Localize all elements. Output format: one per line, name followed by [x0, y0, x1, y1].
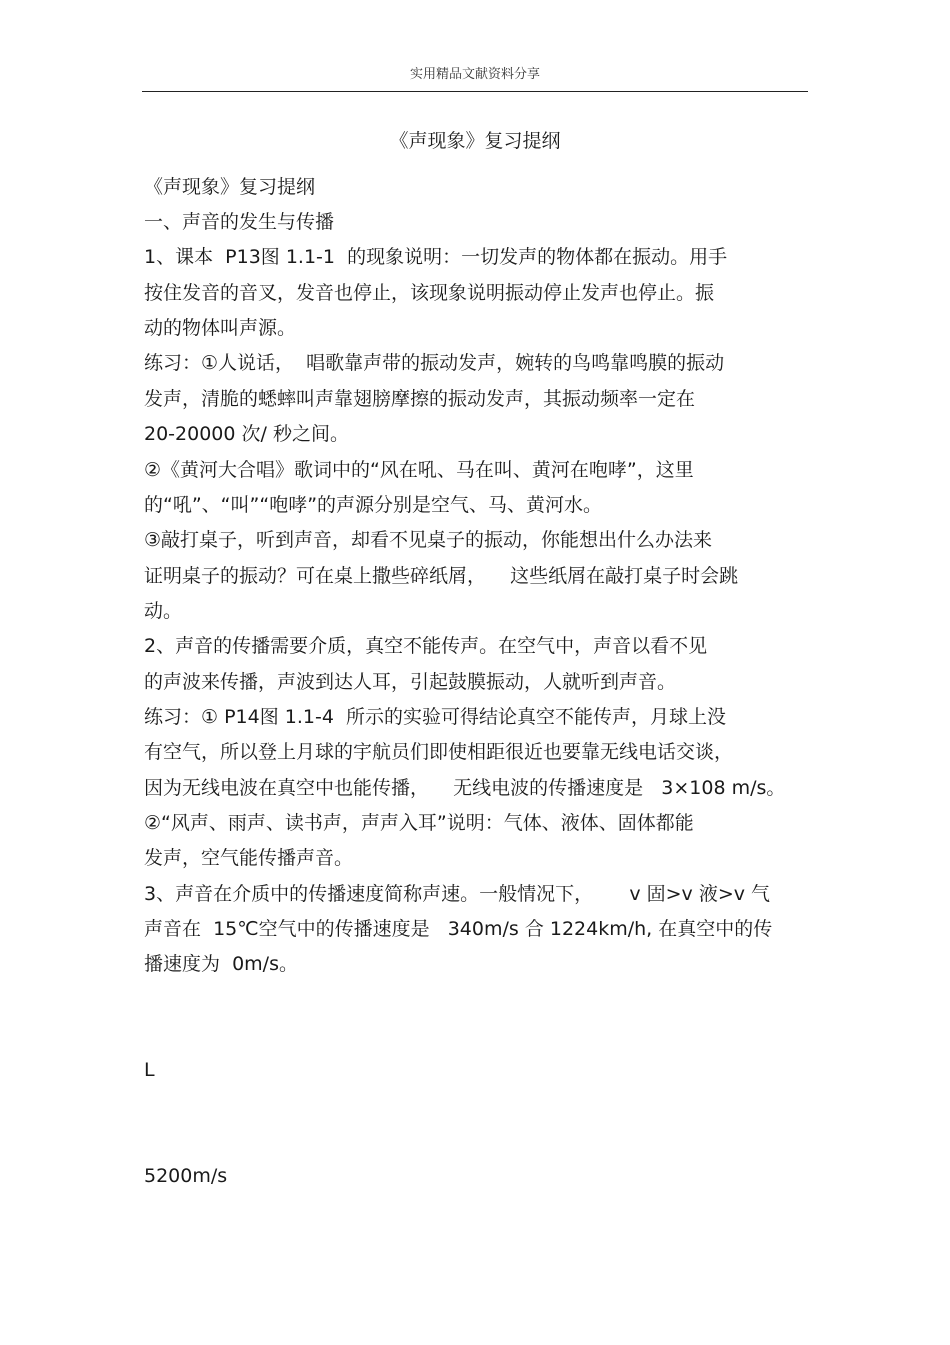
document-title: 《声现象》复习提纲	[389, 130, 561, 152]
body-line: 练习：①人说话， 唱歌靠声带的振动发声，婉转的鸟鸣靠鸣膜的振动	[144, 352, 725, 374]
body-line: 的“吼”、“叫”“咆哮”的声源分别是空气、马、黄河水。	[144, 494, 603, 516]
body-line: 2、声音的传播需要介质，真空不能传声。在空气中，声音以看不见	[144, 635, 708, 657]
body-line: 有空气，所以登上月球的宇航员们即使相距很近也要靠无线电话交谈，	[144, 741, 734, 763]
section-heading: 一、声音的发生与传播	[144, 211, 335, 233]
body-line: 动的物体叫声源。	[144, 317, 297, 339]
body-line: 练习：① P14图 1.1-4 所示的实验可得结论真空不能传声，月球上没	[144, 706, 726, 728]
body-line: 20-20000 次/ 秒之间。	[144, 423, 349, 445]
stray-text: 5200m/s	[144, 1165, 228, 1187]
body-line: 发声，空气能传播声音。	[144, 847, 354, 869]
body-line: 的声波来传播，声波到达人耳，引起鼓膜振动，人就听到声音。	[144, 671, 677, 693]
body-line: ②《黄河大合唱》歌词中的“风在吼、马在叫、黄河在咆哮”，这里	[144, 459, 694, 481]
body-line: 按住发音的音叉，发音也停止，该现象说明振动停止发声也停止。振	[144, 282, 715, 304]
body-line: 因为无线电波在真空中也能传播， 无线电波的传播速度是 3×108 m/s。	[144, 777, 786, 799]
stray-text: L	[144, 1059, 155, 1081]
body-line: ②“风声、雨声、读书声，声声入耳”说明：气体、液体、固体都能	[144, 812, 694, 834]
body-line: 播速度为 0m/s。	[144, 953, 298, 975]
body-line: 《声现象》复习提纲	[144, 176, 316, 198]
body-line: ③敲打桌子，听到声音，却看不见桌子的振动，你能想出什么办法来	[144, 529, 713, 551]
body-line: 动。	[144, 600, 183, 622]
page-header: 实用精品文献资料分享	[409, 67, 540, 82]
body-line: 声音在 15℃空气中的传播速度是 340m/s 合 1224km/h, 在真空中的传	[144, 918, 773, 940]
body-line: 发声，清脆的蟋蟀叫声靠翅膀摩擦的振动发声，其振动频率一定在	[144, 388, 696, 410]
body-line: 1、课本 P13图 1.1-1 的现象说明：一切发声的物体都在振动。用手	[144, 246, 728, 268]
body-line: 证明桌子的振动？可在桌上撒些碎纸屑， 这些纸屑在敲打桌子时会跳	[144, 565, 739, 587]
body-line: 3、声音在介质中的传播速度简称声速。一般情况下， v 固>v 液>v 气	[144, 883, 771, 905]
header-divider	[142, 91, 808, 92]
